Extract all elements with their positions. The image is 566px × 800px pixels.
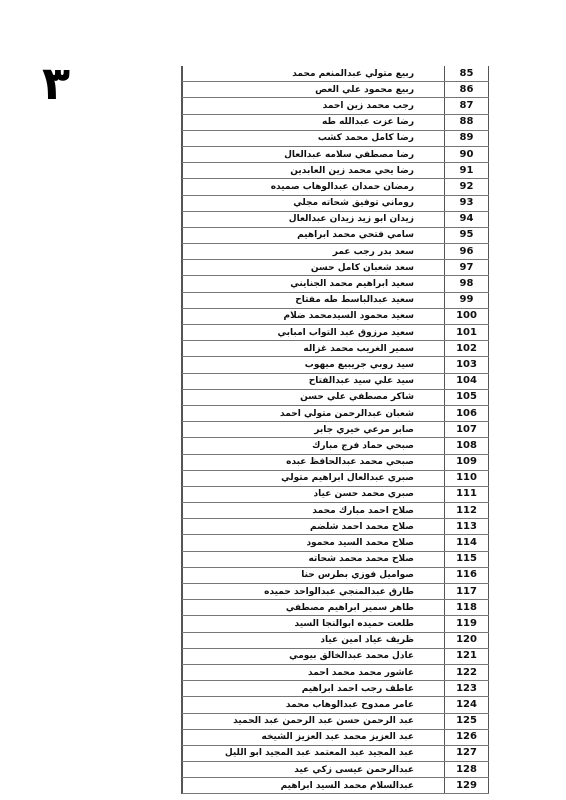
table-row [183,697,489,713]
person-name-cell: عبدالسلام محمد السيد ابراهيم [183,778,419,794]
person-name-cell: عامر ممدوح عبدالوهاب محمد [183,697,419,713]
person-name-cell: سيد علي سيد عبدالفتاح [183,373,419,389]
table-row [183,260,489,276]
person-name-cell: رضا عزت عبدالله طه [183,114,419,130]
spacer-cell [418,341,445,357]
names-table-grid [182,66,489,794]
spacer-cell [418,648,445,664]
person-name-cell: سعيد عبدالباسط طه مفتاح [183,292,419,308]
spacer-cell [418,114,445,130]
table-row [183,745,489,761]
row-number-cell: 97 [445,260,489,276]
spacer-cell [418,697,445,713]
person-name-cell: عاشور محمد محمد احمد [183,664,419,680]
spacer-cell [418,308,445,324]
spacer-cell [418,584,445,600]
spacer-cell [418,244,445,260]
person-name-cell: ظريف عياد امين عياد [183,632,419,648]
spacer-cell [418,389,445,405]
spacer-cell [418,745,445,761]
person-name-cell: طلعت حميده ابوالنجا السيد [183,616,419,632]
spacer-cell [418,681,445,697]
person-name-cell: صبري محمد حسن عياد [183,486,419,502]
spacer-cell [418,778,445,794]
person-name-cell: طارق عبدالمنجي عبدالواحد حميده [183,584,419,600]
table-row [183,341,489,357]
spacer-cell [418,276,445,292]
spacer-cell [418,567,445,583]
spacer-cell [418,163,445,179]
row-number-cell: 88 [445,114,489,130]
row-number-cell: 96 [445,244,489,260]
table-row [183,66,489,82]
spacer-cell [418,260,445,276]
row-number-cell: 110 [445,470,489,486]
row-number-cell: 90 [445,146,489,162]
spacer-cell [418,422,445,438]
table-row [183,276,489,292]
row-number-cell: 123 [445,681,489,697]
row-number-cell: 111 [445,486,489,502]
spacer-cell [418,373,445,389]
row-number-cell: 94 [445,211,489,227]
table-row [183,114,489,130]
row-number-cell: 127 [445,745,489,761]
row-number-cell: 107 [445,422,489,438]
person-name-cell: صبري عبدالعال ابراهيم متولي [183,470,419,486]
person-name-cell: صبحي محمد عبدالحافظ عبده [183,454,419,470]
row-number-cell: 93 [445,195,489,211]
row-number-cell: 91 [445,163,489,179]
spacer-cell [418,357,445,373]
person-name-cell: عبد المجيد عبد المعتمد عبد المجيد ابو الليل [183,745,419,761]
row-number-cell: 104 [445,373,489,389]
spacer-cell [418,227,445,243]
person-name-cell: صلاح محمد السيد محمود [183,535,419,551]
table-row [183,130,489,146]
table-row [183,438,489,454]
table-row [183,82,489,98]
person-name-cell: سعد شعبان كامل حسن [183,260,419,276]
row-number-cell: 99 [445,292,489,308]
table-row [183,422,489,438]
spacer-cell [418,503,445,519]
person-name-cell: عاطف رجب احمد ابراهيم [183,681,419,697]
spacer-cell [418,551,445,567]
table-row [183,551,489,567]
row-number-cell: 108 [445,438,489,454]
table-row [183,98,489,114]
table-row [183,584,489,600]
row-number-cell: 119 [445,616,489,632]
person-name-cell: رضا يحي محمد زين العابدين [183,163,419,179]
row-number-cell: 86 [445,82,489,98]
person-name-cell: رمضان حمدان عبدالوهاب صميده [183,179,419,195]
person-name-cell: صابر مرعي خيري جابر [183,422,419,438]
row-number-cell: 92 [445,179,489,195]
row-number-cell: 87 [445,98,489,114]
table-row [183,308,489,324]
person-name-cell: ربيع محمود علي العص [183,82,419,98]
spacer-cell [418,713,445,729]
person-name-cell: صواميل فوزي بطرس حنا [183,567,419,583]
names-table [181,66,483,794]
person-name-cell: سعد بدر رجب عمر [183,244,419,260]
person-name-cell: رضا مصطفي سلامه عبدالعال [183,146,419,162]
person-name-cell: سمير الغريب محمد غزاله [183,341,419,357]
row-number-cell: 120 [445,632,489,648]
table-row [183,179,489,195]
spacer-cell [418,632,445,648]
table-row [183,211,489,227]
row-number-cell: 85 [445,66,489,82]
spacer-cell [418,130,445,146]
spacer-cell [418,405,445,421]
spacer-cell [418,195,445,211]
table-row [183,600,489,616]
table-row [183,486,489,502]
row-number-cell: 122 [445,664,489,680]
row-number-cell: 117 [445,584,489,600]
table-row [183,227,489,243]
table-row [183,616,489,632]
spacer-cell [418,325,445,341]
row-number-cell: 106 [445,405,489,421]
table-row [183,729,489,745]
person-name-cell: روماني توفيق شحاته مجلي [183,195,419,211]
table-row [183,244,489,260]
table-row [183,648,489,664]
spacer-cell [418,438,445,454]
person-name-cell: سعيد مرزوق عبد التواب امبابي [183,325,419,341]
row-number-cell: 116 [445,567,489,583]
row-number-cell: 112 [445,503,489,519]
person-name-cell: شاكر مصطفي علي حسن [183,389,419,405]
spacer-cell [418,179,445,195]
person-name-cell: سيد روبي جريبيع ميهوب [183,357,419,373]
table-row [183,681,489,697]
table-row [183,357,489,373]
row-number-cell: 103 [445,357,489,373]
table-row [183,195,489,211]
spacer-cell [418,454,445,470]
table-row [183,163,489,179]
person-name-cell: صلاح محمد احمد شلضم [183,519,419,535]
table-row [183,454,489,470]
table-row [183,519,489,535]
table-row [183,389,489,405]
person-name-cell: صلاح محمد محمد شحاته [183,551,419,567]
row-number-cell: 113 [445,519,489,535]
person-name-cell: عادل محمد عبدالخالق بيومي [183,648,419,664]
row-number-cell: 95 [445,227,489,243]
row-number-cell: 124 [445,697,489,713]
table-row [183,664,489,680]
person-name-cell: رجب محمد زين احمد [183,98,419,114]
person-name-cell: عبدالرحمن عيسى زكي عيد [183,762,419,778]
page-number: ٣ [42,56,71,110]
person-name-cell: سعيد محمود السيدمحمد ضلام [183,308,419,324]
table-row [183,325,489,341]
spacer-cell [418,82,445,98]
spacer-cell [418,519,445,535]
spacer-cell [418,486,445,502]
row-number-cell: 126 [445,729,489,745]
person-name-cell: رضا كامل محمد كشب [183,130,419,146]
spacer-cell [418,664,445,680]
spacer-cell [418,470,445,486]
table-row [183,373,489,389]
spacer-cell [418,66,445,82]
spacer-cell [418,762,445,778]
row-number-cell: 109 [445,454,489,470]
row-number-cell: 98 [445,276,489,292]
person-name-cell: طاهر سمير ابراهيم مصطفي [183,600,419,616]
table-row [183,503,489,519]
spacer-cell [418,146,445,162]
row-number-cell: 129 [445,778,489,794]
table-row [183,405,489,421]
row-number-cell: 89 [445,130,489,146]
person-name-cell: سعيد ابراهيم محمد الجنايني [183,276,419,292]
spacer-cell [418,535,445,551]
person-name-cell: صبحي حماد فرج مبارك [183,438,419,454]
person-name-cell: سامي فتحي محمد ابراهيم [183,227,419,243]
row-number-cell: 115 [445,551,489,567]
person-name-cell: صلاح احمد مبارك محمد [183,503,419,519]
spacer-cell [418,292,445,308]
person-name-cell: عبد العزيز محمد عبد العزيز الشيخه [183,729,419,745]
row-number-cell: 101 [445,325,489,341]
table-row [183,470,489,486]
person-name-cell: ربيع متولي عبدالمنعم محمد [183,66,419,82]
table-row [183,778,489,794]
row-number-cell: 105 [445,389,489,405]
spacer-cell [418,98,445,114]
spacer-cell [418,600,445,616]
row-number-cell: 118 [445,600,489,616]
row-number-cell: 121 [445,648,489,664]
row-number-cell: 100 [445,308,489,324]
row-number-cell: 128 [445,762,489,778]
table-row [183,146,489,162]
person-name-cell: زيدان ابو زيد زيدان عبدالعال [183,211,419,227]
spacer-cell [418,211,445,227]
table-row [183,762,489,778]
spacer-cell [418,616,445,632]
spacer-cell [418,729,445,745]
row-number-cell: 114 [445,535,489,551]
row-number-cell: 125 [445,713,489,729]
row-number-cell: 102 [445,341,489,357]
table-row [183,567,489,583]
table-row [183,535,489,551]
table-row [183,713,489,729]
person-name-cell: عبد الرحمن حسن عبد الرحمن عبد الحميد [183,713,419,729]
names-table-body [183,66,489,794]
table-row [183,292,489,308]
person-name-cell: شعبان عبدالرحمن متولي احمد [183,405,419,421]
table-row [183,632,489,648]
